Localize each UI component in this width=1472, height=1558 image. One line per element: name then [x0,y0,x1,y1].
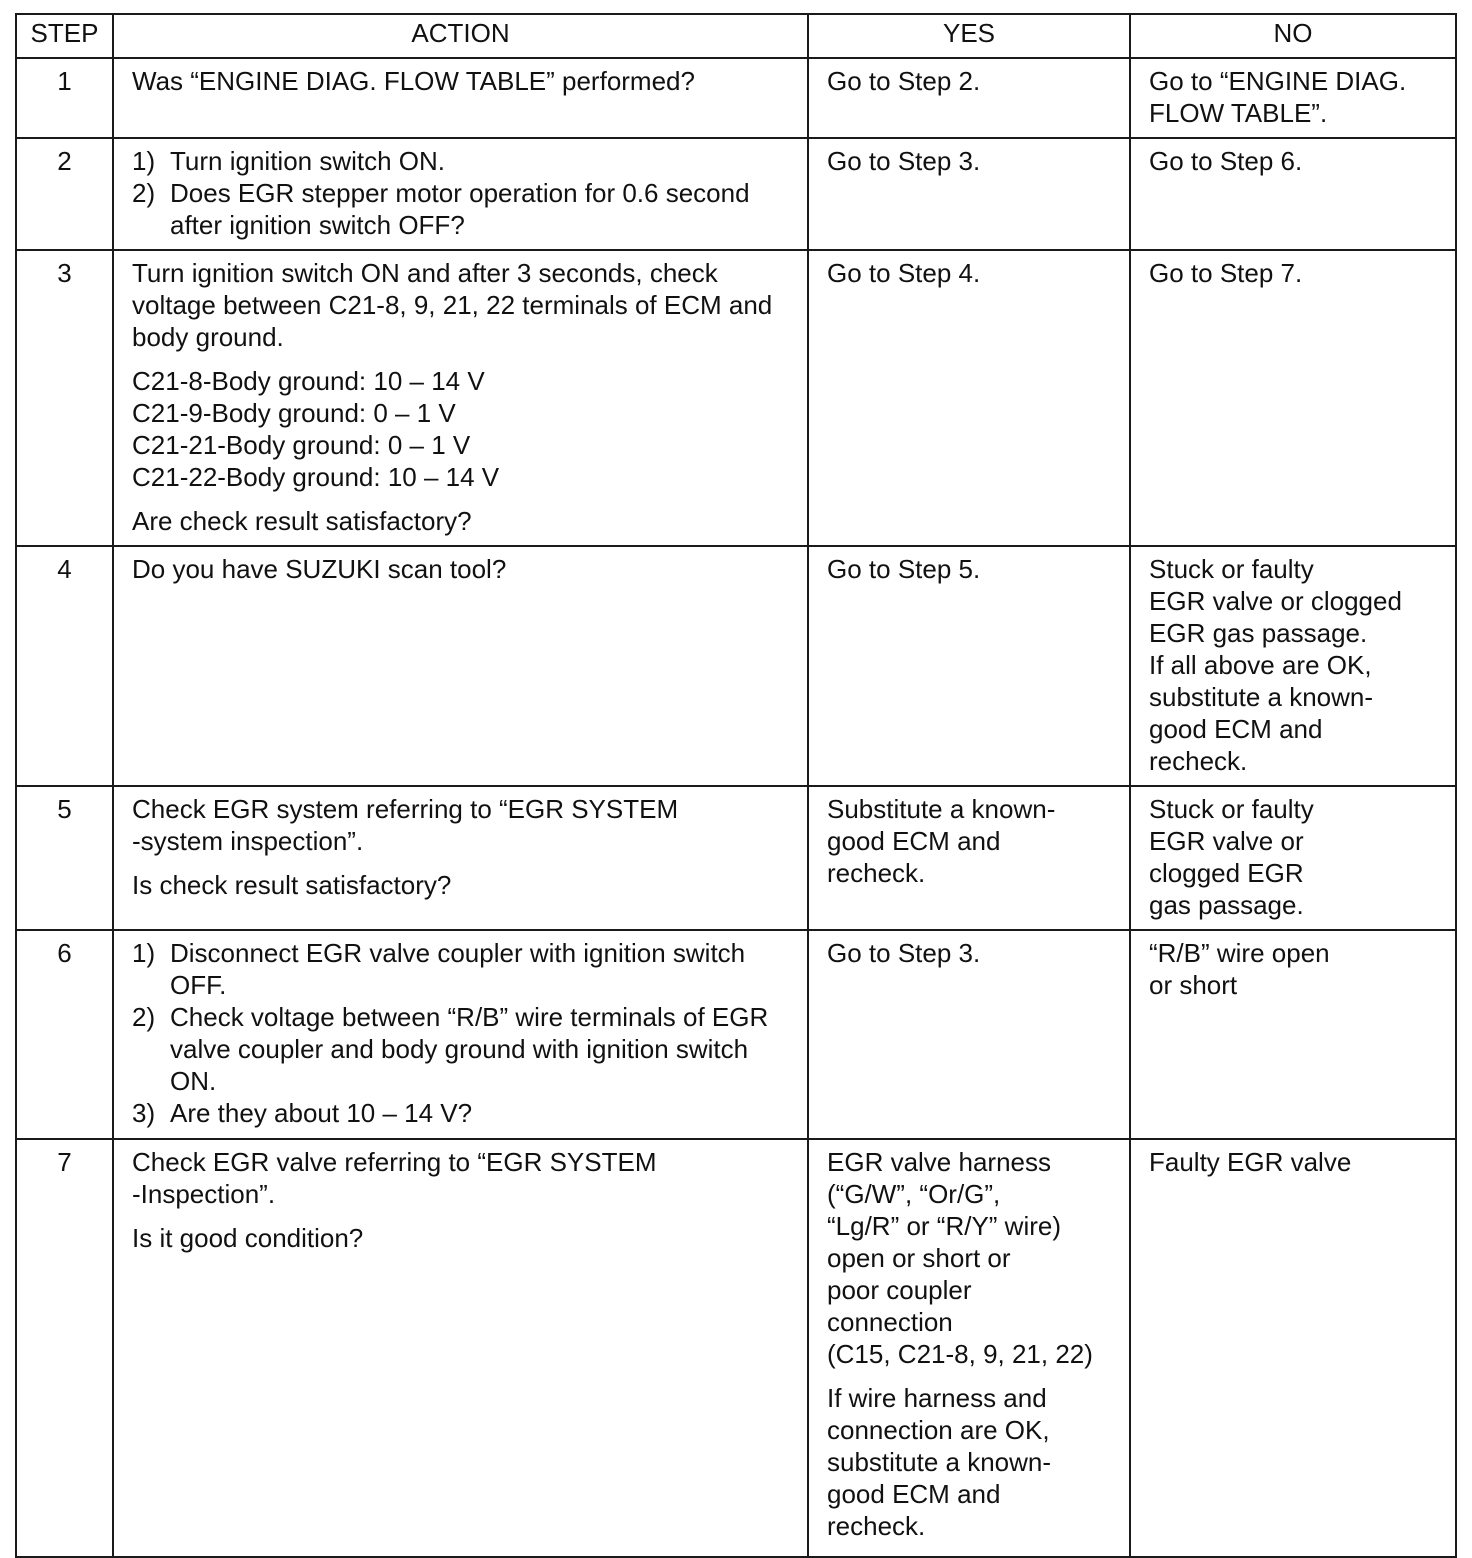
action-steps-list [132,145,797,241]
no-cell [1130,1139,1456,1557]
step-number: 5 [16,786,113,930]
table-row [16,138,1456,250]
header-step: STEP [16,14,113,58]
action-step-text: Are they about 10 – 14 V? [170,1098,473,1128]
action-step-text: Does EGR stepper motor operation for 0.6 second after ignition switch OFF? [170,178,750,240]
action-step-text: Check voltage between “R/B” wire terminals of EGR valve coupler and body ground with ignition switch ON. [170,1002,769,1096]
action-cell [113,250,808,546]
yes-cell [808,1139,1130,1557]
action-cell [113,930,808,1139]
table-row [16,1139,1456,1557]
step-number: 6 [16,930,113,1139]
yes-text: Go to Step 3. [827,146,981,176]
action-text: Do you have SUZUKI scan tool? [132,554,507,584]
action-step-text: Disconnect EGR valve coupler with ignition switch OFF. [170,938,746,1000]
action-text: Check EGR system referring to “EGR SYSTEM -system inspection”. [132,794,679,856]
action-step-item [132,1097,797,1129]
action-step-number: 3) [132,1098,156,1128]
table-row [16,58,1456,138]
table-row [16,546,1456,786]
step-number: 1 [16,58,113,138]
yes-text: Substitute a known- good ECM and recheck. [827,794,1056,888]
action-text: Turn ignition switch ON and after 3 seconds, check voltage between C21-8, 9, 21, 22 terminals of ECM and body ground. [132,258,773,352]
no-text: Stuck or faulty EGR valve or clogged EGR gas passage. [1149,794,1314,920]
no-text: Faulty EGR valve [1149,1147,1352,1177]
step-number: 7 [16,1139,113,1557]
yes-cell [808,786,1130,930]
action-cell [113,138,808,250]
action-step-number: 2) [132,1002,156,1032]
header-row [16,14,1456,58]
action-text: C21-8-Body ground: 10 – 14 V C21-9-Body ground: 0 – 1 V C21-21-Body ground: 0 – 1 V C21-22-Body ground: 10 – 14 V [132,366,500,492]
yes-text: Go to Step 4. [827,258,981,288]
no-cell [1130,546,1456,786]
step-number: 4 [16,546,113,786]
action-text: Is it good condition? [132,1223,364,1253]
table-row [16,786,1456,930]
action-text: Was “ENGINE DIAG. FLOW TABLE” performed? [132,66,695,96]
table-row [16,250,1456,546]
no-cell [1130,930,1456,1139]
action-step-item [132,177,797,241]
action-text: Are check result satisfactory? [132,506,472,536]
yes-text: EGR valve harness (“G/W”, “Or/G”, “Lg/R” or “R/Y” wire) open or short or poor coupler connection (C15, C21-8, 9, 21, 22) [827,1147,1093,1369]
no-text: Go to Step 7. [1149,258,1303,288]
yes-text: If wire harness and connection are OK, substitute a known- good ECM and recheck. [827,1383,1052,1541]
diagnosis-table [15,13,1457,1558]
header-action: ACTION [113,14,808,58]
action-step-number: 1) [132,146,156,176]
no-cell [1130,58,1456,138]
action-steps-list [132,937,797,1129]
step-number: 3 [16,250,113,546]
action-cell [113,786,808,930]
no-text: “R/B” wire open or short [1149,938,1330,1000]
yes-text: Go to Step 5. [827,554,981,584]
header-yes: YES [808,14,1130,58]
yes-text: Go to Step 2. [827,66,981,96]
no-cell [1130,138,1456,250]
action-step-number: 1) [132,938,156,968]
action-step-item [132,145,797,177]
no-text: Go to Step 6. [1149,146,1303,176]
no-cell [1130,250,1456,546]
header-no: NO [1130,14,1456,58]
action-step-item [132,1001,797,1097]
action-step-text: Turn ignition switch ON. [170,146,446,176]
action-text: Is check result satisfactory? [132,870,452,900]
no-text: Stuck or faulty EGR valve or clogged EGR gas passage. If all above are OK, substitute a known- good ECM and recheck. [1149,554,1402,776]
action-text: Check EGR valve referring to “EGR SYSTEM -Inspection”. [132,1147,657,1209]
yes-text: Go to Step 3. [827,938,981,968]
yes-cell [808,250,1130,546]
yes-cell [808,546,1130,786]
action-step-item [132,937,797,1001]
yes-cell [808,138,1130,250]
step-number: 2 [16,138,113,250]
no-cell [1130,786,1456,930]
action-cell [113,546,808,786]
action-cell [113,1139,808,1557]
table-row [16,930,1456,1139]
yes-cell [808,930,1130,1139]
no-text: Go to “ENGINE DIAG. FLOW TABLE”. [1149,66,1407,128]
yes-cell [808,58,1130,138]
table-body [16,58,1456,1557]
action-step-number: 2) [132,178,156,208]
action-cell [113,58,808,138]
